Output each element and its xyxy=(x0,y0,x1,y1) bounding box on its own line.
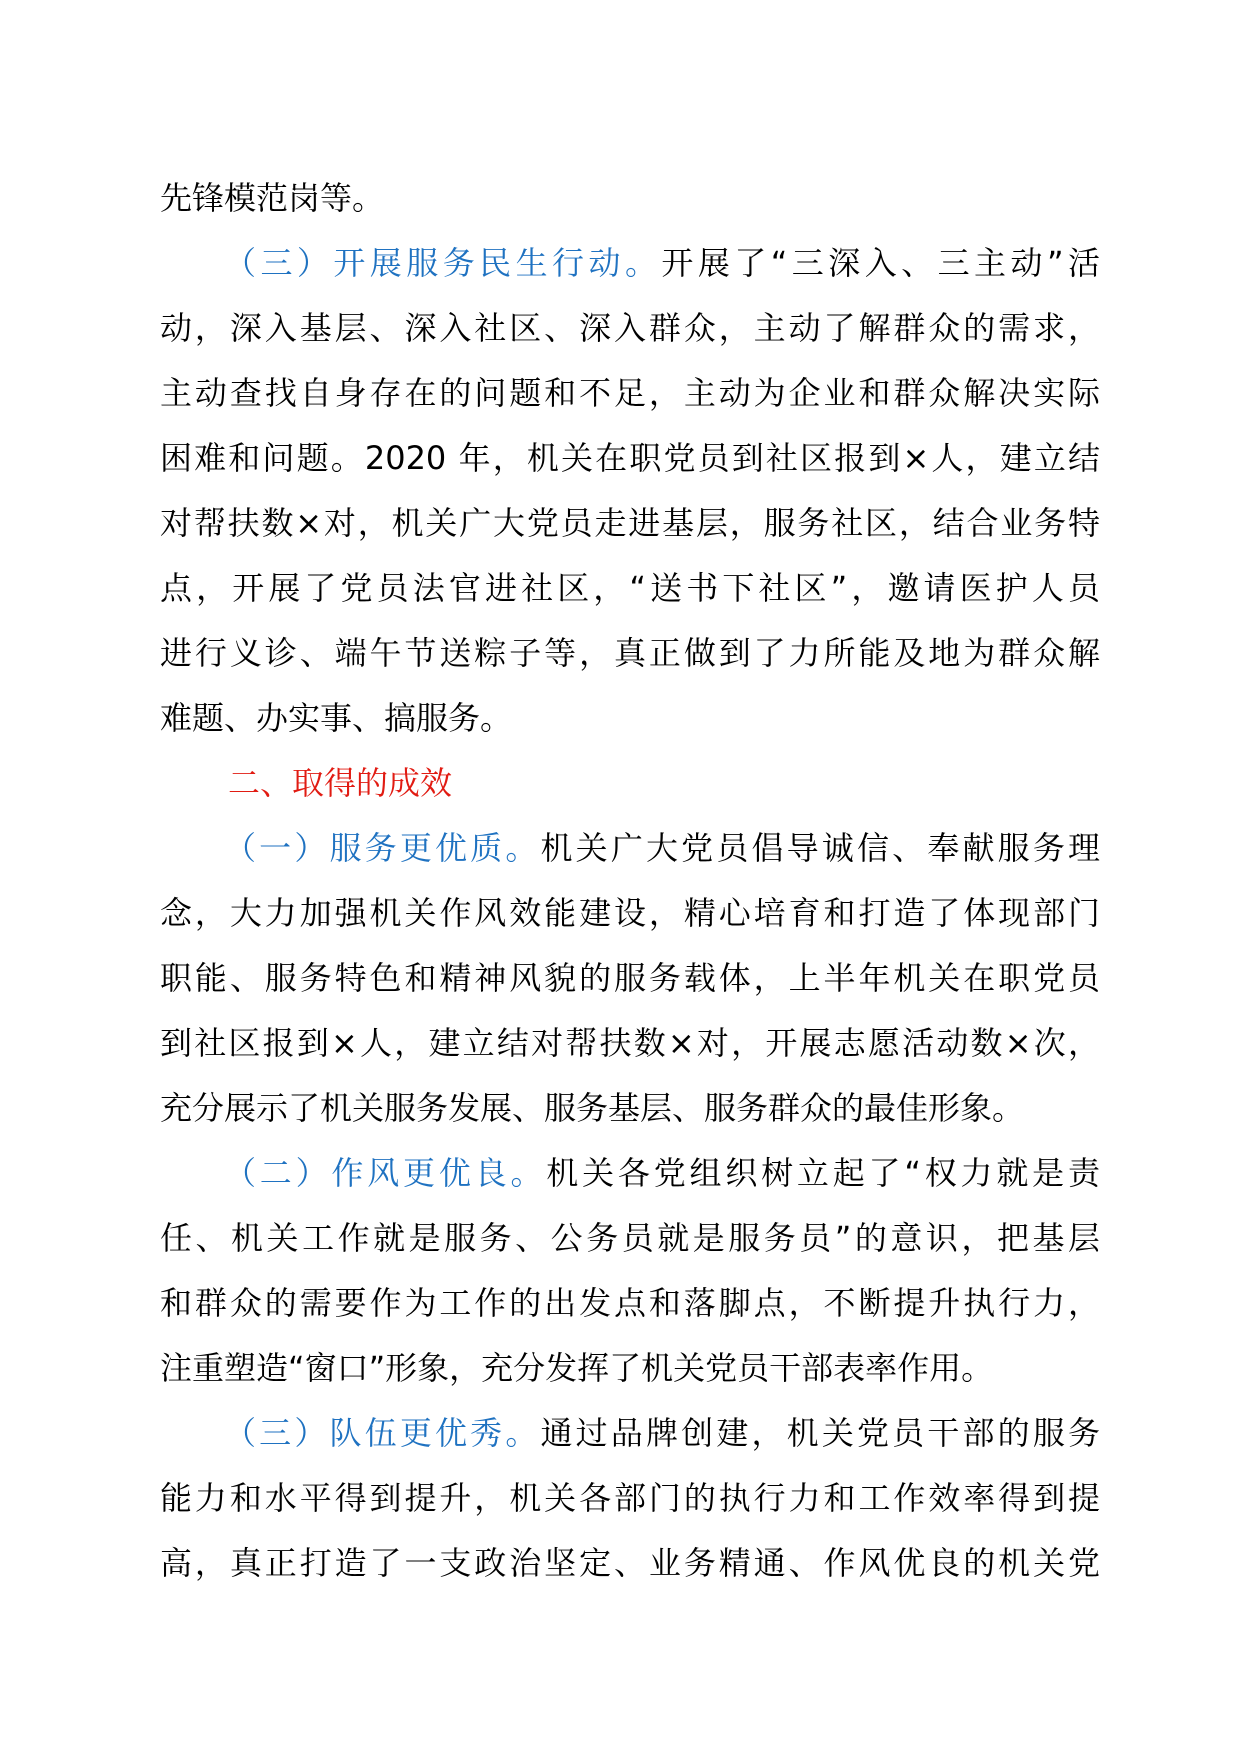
subsection-heading-3b: （三）队伍更优秀。 xyxy=(224,1414,541,1452)
subsection-3b-lead-text: 通过品牌创建，机关党员干部的服务 xyxy=(540,1414,1100,1452)
subsection-2-first-line xyxy=(160,1141,1100,1206)
body-line-6: 对帮扶数×对，机关广大党员走进基层，服务社区，结合业务特 xyxy=(160,504,1100,542)
body-line-12: 念，大力加强机关作风效能建设，精心培育和打造了体现部门 xyxy=(160,894,1100,932)
body-line-8: 进行义诊、端午节送粽子等，真正做到了力所能及地为群众解 xyxy=(160,634,1100,672)
body-line-17: 任、机关工作就是服务、公务员就是服务员”的意识，把基层 xyxy=(160,1219,1100,1257)
subsection-1-first-line xyxy=(160,816,1100,881)
body-line-22: 高，真正打造了一支政治坚定、业务精通、作风优良的机关党 xyxy=(160,1544,1100,1582)
subsection-1-lead-text: 机关广大党员倡导诚信、奉献服务理 xyxy=(540,829,1100,867)
document-page xyxy=(160,166,1100,1596)
body-line-13: 职能、服务特色和精神风貌的服务载体，上半年机关在职党员 xyxy=(160,959,1100,997)
body-line-15: 充分展示了机关服务发展、服务基层、服务群众的最佳形象。 xyxy=(160,1089,1025,1127)
subsection-3b-first-line xyxy=(160,1401,1100,1466)
section-heading-achievements: 二、取得的成效 xyxy=(228,764,453,802)
subsection-heading-2: （二）作风更优良。 xyxy=(224,1154,547,1192)
body-line-1: 先锋模范岗等。 xyxy=(160,179,385,217)
body-line-14: 到社区报到×人，建立结对帮扶数×对，开展志愿活动数×次， xyxy=(160,1024,1100,1062)
body-line-5: 困难和问题。2020 年，机关在职党员到社区报到×人，建立结 xyxy=(160,439,1100,477)
subsection-2-lead-text: 机关各党组织树立起了“权力就是责 xyxy=(546,1154,1100,1192)
body-line-7: 点，开展了党员法官进社区，“送书下社区”，邀请医护人员 xyxy=(160,569,1100,607)
body-line-21: 能力和水平得到提升，机关各部门的执行力和工作效率得到提 xyxy=(160,1479,1100,1517)
body-line-9: 难题、办实事、搞服务。 xyxy=(160,699,513,737)
subsection-heading-3: （三）开展服务民生行动。 xyxy=(224,244,662,282)
body-line-4: 主动查找自身存在的问题和不足，主动为企业和群众解决实际 xyxy=(160,374,1100,412)
subsection-3-first-line xyxy=(160,231,1100,296)
body-line-19: 注重塑造“窗口”形象，充分发挥了机关党员干部表率作用。 xyxy=(160,1349,994,1387)
body-line-18: 和群众的需要作为工作的出发点和落脚点，不断提升执行力， xyxy=(160,1284,1100,1322)
body-line-3: 动，深入基层、深入社区、深入群众，主动了解群众的需求， xyxy=(160,309,1100,347)
subsection-3-lead-text: 开展了“三深入、三主动”活 xyxy=(661,244,1100,282)
subsection-heading-1: （一）服务更优质。 xyxy=(224,829,541,867)
